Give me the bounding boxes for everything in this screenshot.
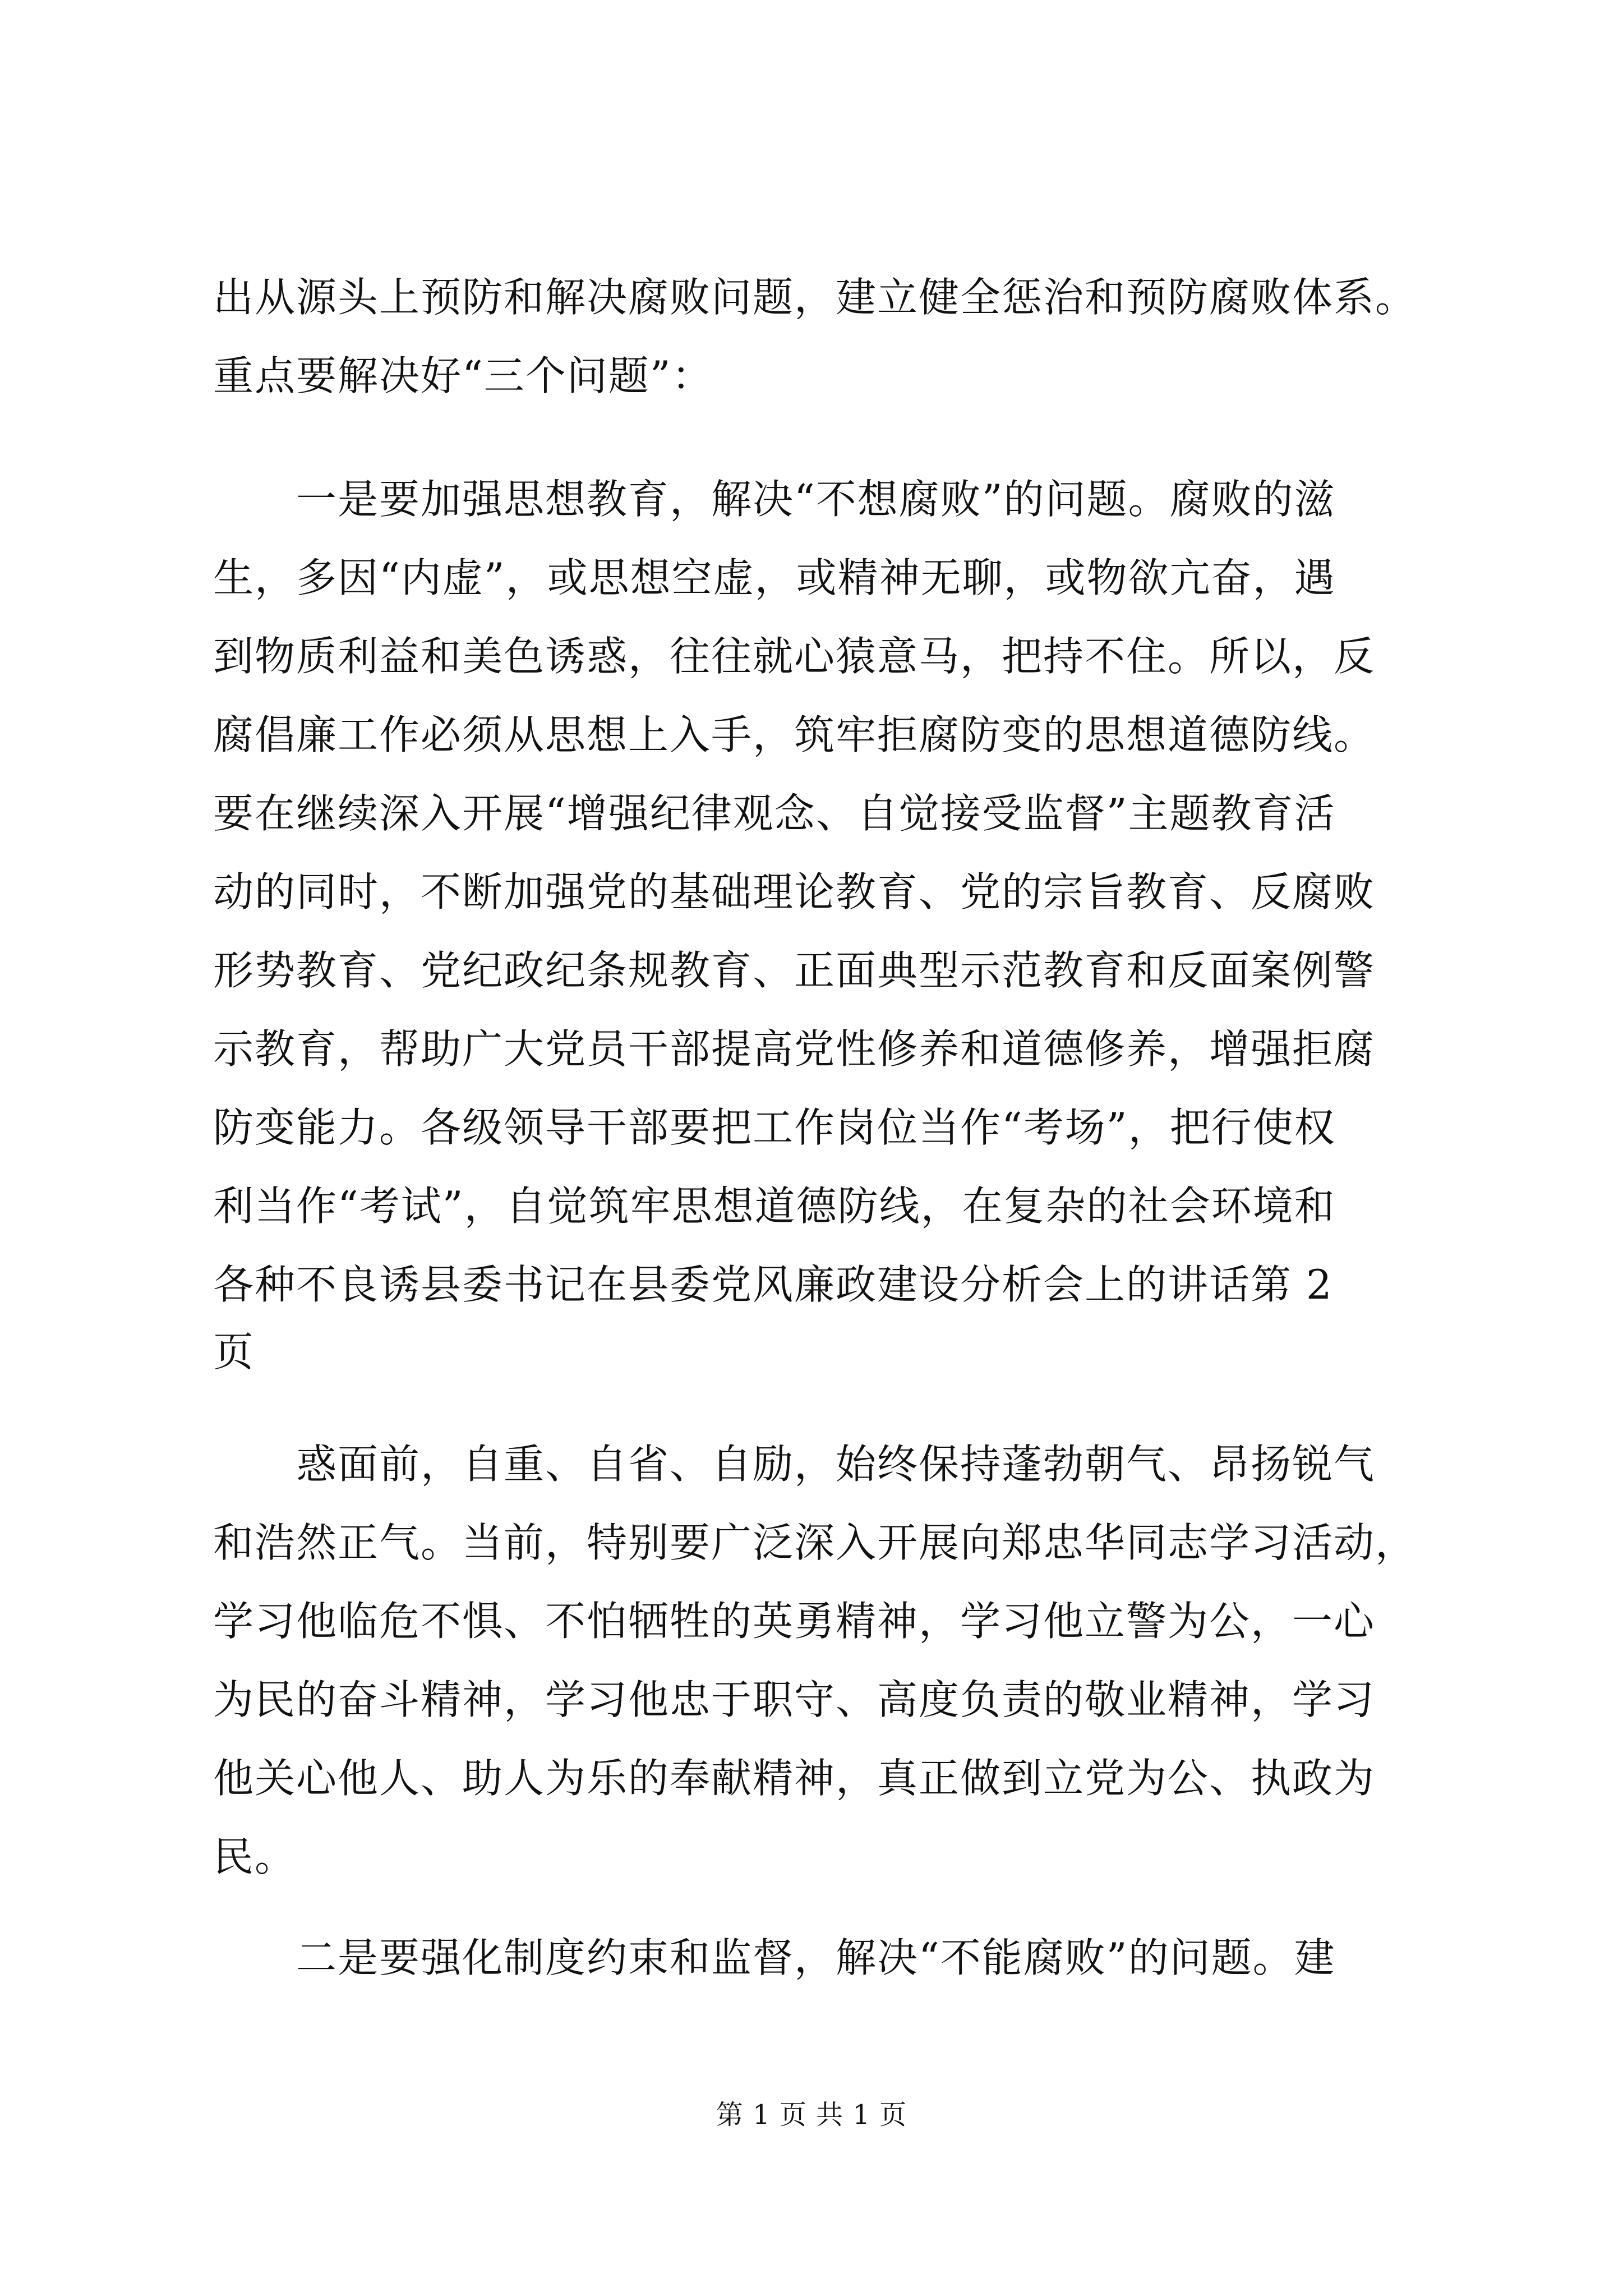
text-line: 他关心他人、助人为乐的奉献精神，真正做到立党为公、执政为 (213, 1755, 1376, 1802)
text-line: 动的同时，不断加强党的基础理论教育、党的宗旨教育、反腐败 (213, 868, 1376, 915)
text-line: 利当作“考试”，自觉筑牢思想道德防线，在复杂的社会环境和 (213, 1182, 1336, 1230)
text-line: 示教育，帮助广大党员干部提高党性修养和道德修养，增强拒腐 (213, 1025, 1376, 1073)
text-line: 为民的奋斗精神，学习他忠于职守、高度负责的敬业精神，学习 (213, 1676, 1376, 1723)
text-line: 民。 (213, 1833, 297, 1880)
text-line: 腐倡廉工作必须从思想上入手，筑牢拒腐防变的思想道德防线。 (213, 711, 1376, 758)
text-line: 防变能力。各级领导干部要把工作岗位当作“考场”，把行使权 (213, 1104, 1336, 1151)
text-line: 页 (213, 1328, 255, 1375)
text-line: 重点要解决好“三个问题”： (213, 352, 713, 399)
text-line: 形势教育、党纪政纪条规教育、正面典型示范教育和反面案例警 (213, 947, 1376, 994)
text-line: 学习他临危不惧、不怕牺牲的英勇精神，学习他立警为公，一心 (213, 1598, 1376, 1645)
text-line: 生，多因“内虚”，或思想空虚，或精神无聊，或物欲亢奋，遇 (213, 554, 1336, 601)
text-line: 到物质利益和美色诱惑，往往就心猿意马，把持不住。所以，反 (213, 633, 1376, 680)
text-line: 和浩然正气。当前，特别要广泛深入开展向郑忠华同志学习活动， (213, 1519, 1417, 1566)
text-line: 二是要强化制度约束和监督，解决“不能腐败”的问题。建 (213, 1934, 1336, 1981)
text-line: 出从源头上预防和解决腐败问题，建立健全惩治和预防腐败体系。 (213, 274, 1417, 321)
text-line: 要在继续深入开展“增强纪律观念、自觉接受监督”主题教育活 (213, 790, 1336, 837)
text-line: 惑面前，自重、自省、自励，始终保持蓬勃朝气、昂扬锐气 (213, 1441, 1376, 1488)
text-line: 各种不良诱县委书记在县委党风廉政建设分析会上的讲话第 2 (213, 1261, 1333, 1308)
page-footer: 第 1 页 共 1 页 (716, 2099, 907, 2131)
text-line: 一是要加强思想教育，解决“不想腐败”的问题。腐败的滋 (213, 476, 1336, 523)
